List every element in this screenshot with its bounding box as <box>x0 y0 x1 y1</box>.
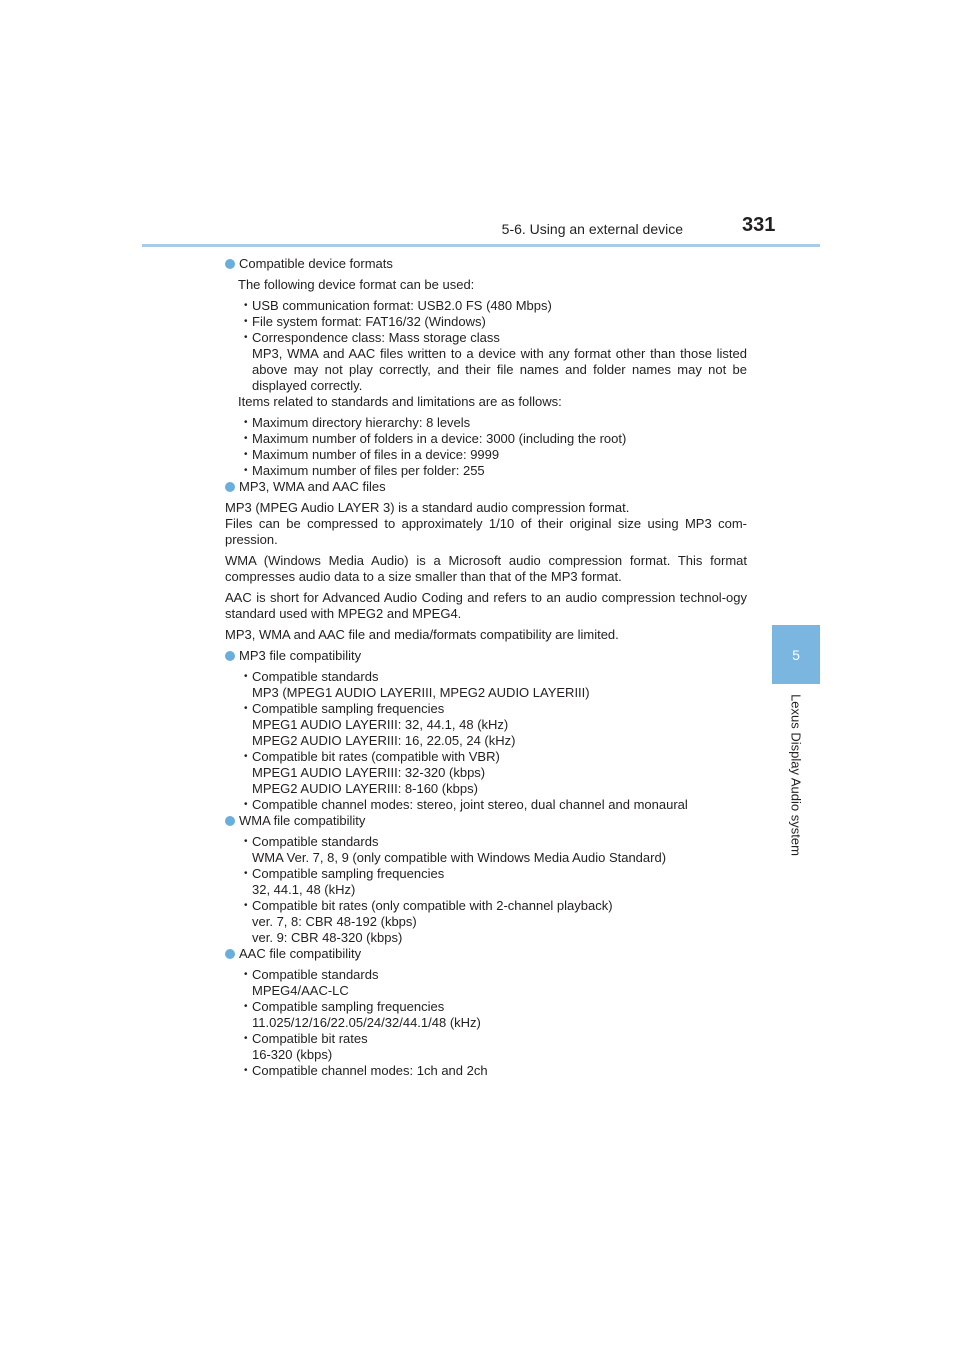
paragraph: AAC is short for Advanced Audio Coding and refers to an audio compression technol-ogy standard used with MPEG2 and MPEG4. <box>225 590 747 621</box>
paragraph: The following device format can be used: <box>238 277 475 292</box>
list-value: 16-320 (kbps) <box>252 1047 333 1062</box>
list-item: • USB communication format: USB2.0 FS (480 Mbps) <box>225 298 747 314</box>
list-item: • Correspondence class: Mass storage class <box>225 330 747 346</box>
list-value: MPEG1 AUDIO LAYERIII: 32-320 (kbps) <box>252 765 486 780</box>
paragraph: MP3, WMA and AAC file and media/formats compatibility are limited. <box>225 627 619 642</box>
list-value: MPEG4/AAC-LC <box>252 983 349 998</box>
bullet-heading: MP3, WMA and AAC files <box>225 479 747 495</box>
note-text: MP3, WMA and AAC files written to a device with any format other than those listed above may not play correctly, and their file names and folder names may not be displayed correctly. <box>252 346 747 393</box>
bullet-heading: WMA file compatibility <box>225 813 747 829</box>
list-item: • File system format: FAT16/32 (Windows) <box>225 314 747 330</box>
list-item: • Compatible bit rates (compatible with VBR) <box>225 749 747 765</box>
header-divider <box>142 244 820 247</box>
list-value: MPEG1 AUDIO LAYERIII: 32, 44.1, 48 (kHz) <box>252 717 509 732</box>
chapter-tab: 5 <box>772 625 820 684</box>
list-item: • Compatible bit rates (only compatible with 2-channel playback) <box>225 898 747 914</box>
chapter-title: Lexus Display Audio system <box>788 694 804 856</box>
page-content <box>225 256 747 1079</box>
list-value: 11.025/12/16/22.05/24/32/44.1/48 (kHz) <box>252 1015 481 1030</box>
list-item: • Maximum number of files in a device: 9999 <box>225 447 747 463</box>
list-item: • Maximum number of files per folder: 255 <box>225 463 747 479</box>
list-item: • Compatible standards <box>225 669 747 685</box>
list-item: • Compatible channel modes: stereo, joint stereo, dual channel and monaural <box>225 797 747 813</box>
paragraph: Items related to standards and limitations are as follows: <box>238 394 562 409</box>
list-item: • Compatible bit rates <box>225 1031 747 1047</box>
list-item: • Compatible standards <box>225 834 747 850</box>
paragraph: Files can be compressed to approximately 1/10 of their original size using MP3 com-pression. <box>225 516 747 547</box>
page-number: 331 <box>742 214 776 236</box>
list-value: WMA Ver. 7, 8, 9 (only compatible with Windows Media Audio Standard) <box>252 850 667 865</box>
list-item: • Compatible sampling frequencies <box>225 999 747 1015</box>
paragraph: MP3 (MPEG Audio LAYER 3) is a standard audio compression format. <box>225 500 630 515</box>
list-item: • Compatible standards <box>225 967 747 983</box>
list-value: 32, 44.1, 48 (kHz) <box>252 882 356 897</box>
bullet-heading: MP3 file compatibility <box>225 648 747 664</box>
paragraph: WMA (Windows Media Audio) is a Microsoft audio compression format. This format compresses audio data to a size smaller than that of the MP3 format. <box>225 553 747 584</box>
list-item: • Compatible sampling frequencies <box>225 866 747 882</box>
list-value: MPEG2 AUDIO LAYERIII: 8-160 (kbps) <box>252 781 478 796</box>
list-value: MP3 (MPEG1 AUDIO LAYERIII, MPEG2 AUDIO LAYERIII) <box>252 685 590 700</box>
section-title: 5-6. Using an external device <box>501 221 683 237</box>
list-item: • Compatible sampling frequencies <box>225 701 747 717</box>
list-item: • Maximum directory hierarchy: 8 levels <box>225 415 747 431</box>
list-item: • Maximum number of folders in a device: 3000 (including the root) <box>225 431 747 447</box>
bullet-heading: AAC file compatibility <box>225 946 747 962</box>
list-value: ver. 7, 8: CBR 48-192 (kbps) <box>252 914 417 929</box>
list-item: • Compatible channel modes: 1ch and 2ch <box>225 1063 747 1079</box>
list-value: MPEG2 AUDIO LAYERIII: 16, 22.05, 24 (kHz) <box>252 733 516 748</box>
bullet-heading: Compatible device formats <box>225 256 747 272</box>
list-value: ver. 9: CBR 48-320 (kbps) <box>252 930 403 945</box>
